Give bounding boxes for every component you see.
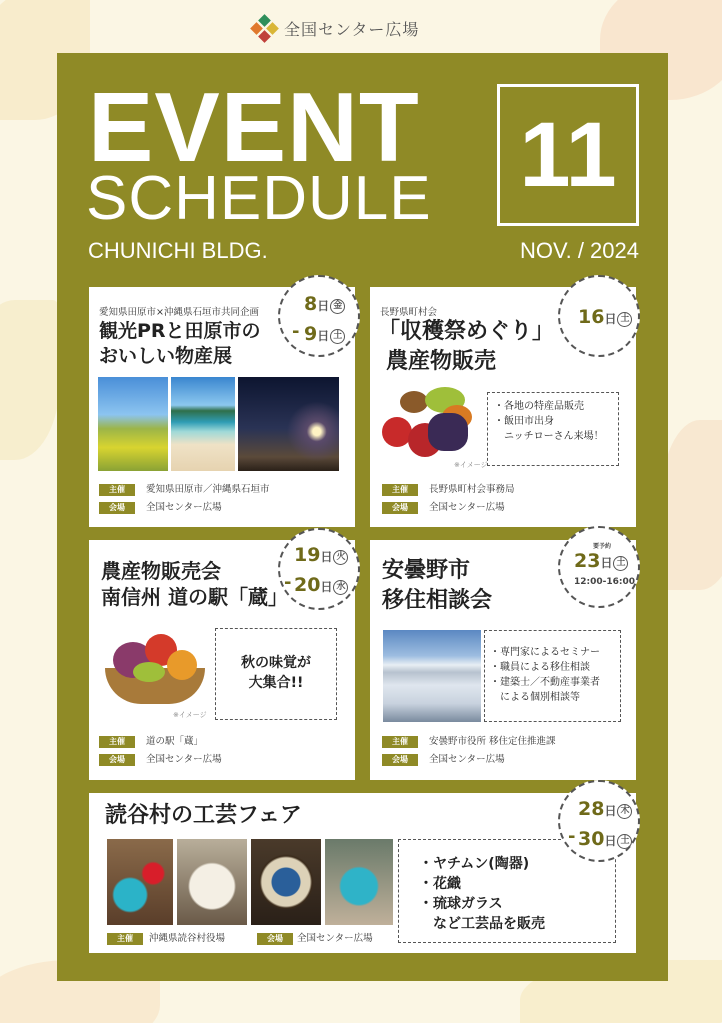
date-day: 9 bbox=[304, 323, 318, 345]
beach-photo bbox=[171, 377, 235, 471]
date-badge: 16日 土 bbox=[558, 275, 640, 357]
mountain-photo bbox=[383, 630, 481, 722]
building-name: CHUNICHI BLDG. bbox=[88, 238, 268, 263]
date-day: 20 bbox=[294, 574, 321, 596]
date-day: 16 bbox=[578, 306, 605, 328]
weekday-badge: 土 bbox=[617, 312, 632, 327]
organizer-tag: 主催 bbox=[99, 736, 135, 748]
weekday-badge: 土 bbox=[617, 834, 632, 849]
venue-value: 全国センター広場 bbox=[429, 502, 505, 513]
weekday-badge: 金 bbox=[330, 299, 345, 314]
date-badge: 28日 木 - 30日 土 bbox=[558, 780, 640, 862]
venue-value: 全国センター広場 bbox=[146, 754, 222, 765]
fruit-basket-photo bbox=[380, 387, 480, 459]
date-day: 28 bbox=[578, 798, 605, 820]
brand-name: 全国センター広場 bbox=[284, 19, 420, 39]
organizer-value: 沖縄県読谷村役場 bbox=[149, 933, 226, 944]
pottery-cups-photo bbox=[107, 839, 173, 925]
date-day: 23 bbox=[574, 550, 601, 572]
glass-cup-photo bbox=[325, 839, 393, 925]
pottery-mug-photo bbox=[177, 839, 247, 925]
event-time: 12:00-16:00 bbox=[574, 577, 636, 587]
weekday-badge: 土 bbox=[330, 329, 345, 344]
leaf-decoration bbox=[0, 300, 60, 460]
date-badge: 要予約 23日 土 12:00-16:00 bbox=[558, 526, 640, 608]
brand-mark-icon bbox=[252, 16, 276, 40]
weekday-badge: 火 bbox=[333, 550, 348, 565]
image-caption: ※イメージ bbox=[173, 711, 207, 719]
event-highlights: ・専門家によるセミナー ・職員による移住相談 ・建築士／不動産事業者 による個別相談等 bbox=[484, 630, 621, 722]
event-title: 「収穫祭めぐり」 農産物販売 bbox=[378, 319, 555, 374]
venue-tag: 会場 bbox=[382, 754, 418, 766]
organizer-value: 安曇野市役所 移住定住推進課 bbox=[429, 736, 556, 747]
date-day: 8 bbox=[304, 293, 318, 315]
weekday-badge: 水 bbox=[333, 580, 348, 595]
venue-tag: 会場 bbox=[382, 502, 418, 514]
venue-tag: 会場 bbox=[99, 502, 135, 514]
event-organizer-line: 長野県町村会 bbox=[380, 307, 438, 318]
title-event: EVENT bbox=[88, 72, 420, 182]
event-title: 読谷村の工芸フェア bbox=[105, 803, 302, 828]
date-day: 19 bbox=[294, 544, 321, 566]
brand-logo bbox=[252, 14, 419, 42]
organizer-tag: 主催 bbox=[382, 484, 418, 496]
event-highlights: ・ヤチムン(陶器) ・花織 ・琉球ガラス など工芸品を販売 bbox=[398, 839, 616, 943]
event-title: 観光PRと田原市の おいしい物産展 bbox=[99, 320, 261, 367]
weekday-badge: 土 bbox=[613, 556, 628, 571]
leaf-decoration bbox=[660, 420, 722, 590]
organizer-tag: 主催 bbox=[382, 736, 418, 748]
date-badge: 8日 金 - 9日 土 bbox=[278, 275, 360, 357]
event-title: 農産物販売会 南信州 道の駅「蔵」 bbox=[101, 559, 288, 609]
month-year: NOV. / 2024 bbox=[519, 238, 639, 263]
title-schedule: SCHEDULE bbox=[86, 164, 432, 233]
pottery-plate-photo bbox=[251, 839, 321, 925]
reservation-note: 要予約 bbox=[593, 543, 612, 550]
event-card bbox=[89, 793, 636, 953]
venue-value: 全国センター広場 bbox=[146, 502, 222, 513]
image-caption: ※イメージ bbox=[454, 461, 488, 469]
event-highlights: 秋の味覚が 大集合!! bbox=[215, 628, 337, 720]
event-highlights: ・各地の特産品販売 ・飯田市出身 ニッチローさん来場！ bbox=[487, 392, 619, 466]
month-number: 11 bbox=[497, 84, 639, 226]
weekday-badge: 木 bbox=[617, 804, 632, 819]
venue-value: 全国センター広場 bbox=[429, 754, 505, 765]
organizer-value: 道の駅「蔵」 bbox=[146, 736, 204, 747]
date-badge: 19日 火 - 20日 水 bbox=[278, 528, 360, 610]
organizer-tag: 主催 bbox=[107, 933, 143, 945]
night-sky-photo bbox=[238, 377, 339, 471]
harvest-basket-photo bbox=[103, 628, 207, 710]
organizer-tag: 主催 bbox=[99, 484, 135, 496]
date-day: 30 bbox=[578, 828, 605, 850]
rapeseed-field-photo bbox=[98, 377, 168, 471]
venue-tag: 会場 bbox=[257, 933, 293, 945]
venue-tag: 会場 bbox=[99, 754, 135, 766]
event-title: 安曇野市 移住相談会 bbox=[382, 558, 493, 613]
organizer-value: 愛知県田原市／沖縄県石垣市 bbox=[146, 484, 270, 495]
organizer-value: 長野県町村会事務局 bbox=[429, 484, 515, 495]
venue-value: 全国センター広場 bbox=[297, 933, 373, 944]
event-organizer-line: 愛知県田原市×沖縄県石垣市共同企画 bbox=[99, 307, 259, 318]
